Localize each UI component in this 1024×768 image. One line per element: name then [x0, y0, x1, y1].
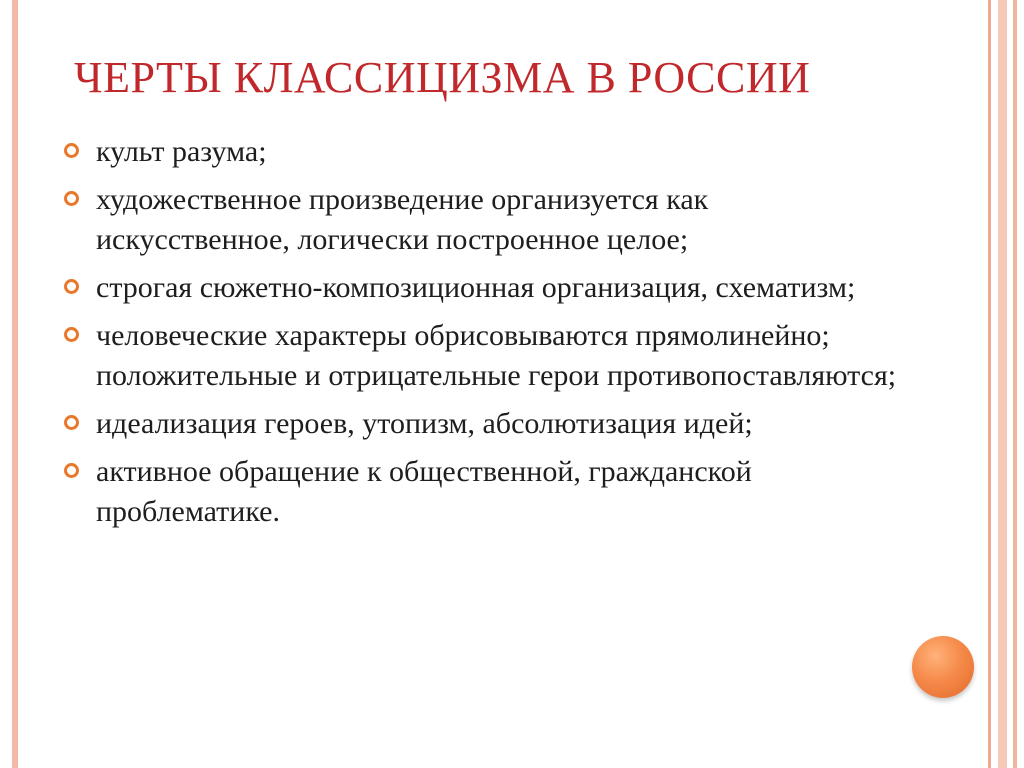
ring-bullet-icon — [64, 279, 79, 294]
bullet-text: строгая сюжетно-композиционная организация, схематизм; — [96, 271, 856, 304]
bullet-list — [62, 132, 902, 540]
orange-circle-decoration — [912, 636, 974, 698]
right-decorative-stripe — [988, 0, 991, 768]
bullet-text: идеализация героев, утопизм, абсолютизация идей; — [96, 407, 753, 440]
left-decorative-rule — [12, 0, 18, 768]
bullet-item — [62, 268, 902, 308]
bullet-item — [62, 132, 902, 172]
ring-bullet-icon — [64, 327, 79, 342]
slide-title: ЧЕРТЫ КЛАССИЦИЗМА В РОССИИ — [74, 53, 811, 102]
bullet-item — [62, 316, 902, 396]
ring-bullet-icon — [64, 143, 79, 158]
bullet-text: культ разума; — [96, 135, 267, 168]
bullet-text: художественное произведение организуется как искусственное, логически построенное целое; — [96, 183, 709, 256]
bullet-item — [62, 404, 902, 444]
right-decorative-stripe — [1013, 0, 1017, 768]
bullet-text: человеческие характеры обрисовываются прямолинейно; положительные и отрицательные герои противопоставляются; — [96, 319, 897, 392]
bullet-item — [62, 180, 902, 260]
ring-bullet-icon — [64, 191, 79, 206]
bullet-item — [62, 452, 902, 532]
ring-bullet-icon — [64, 415, 79, 430]
right-decorative-stripe — [998, 0, 1007, 768]
ring-bullet-icon — [64, 463, 79, 478]
bullet-text: активное обращение к общественной, гражданской проблематике. — [96, 455, 752, 528]
